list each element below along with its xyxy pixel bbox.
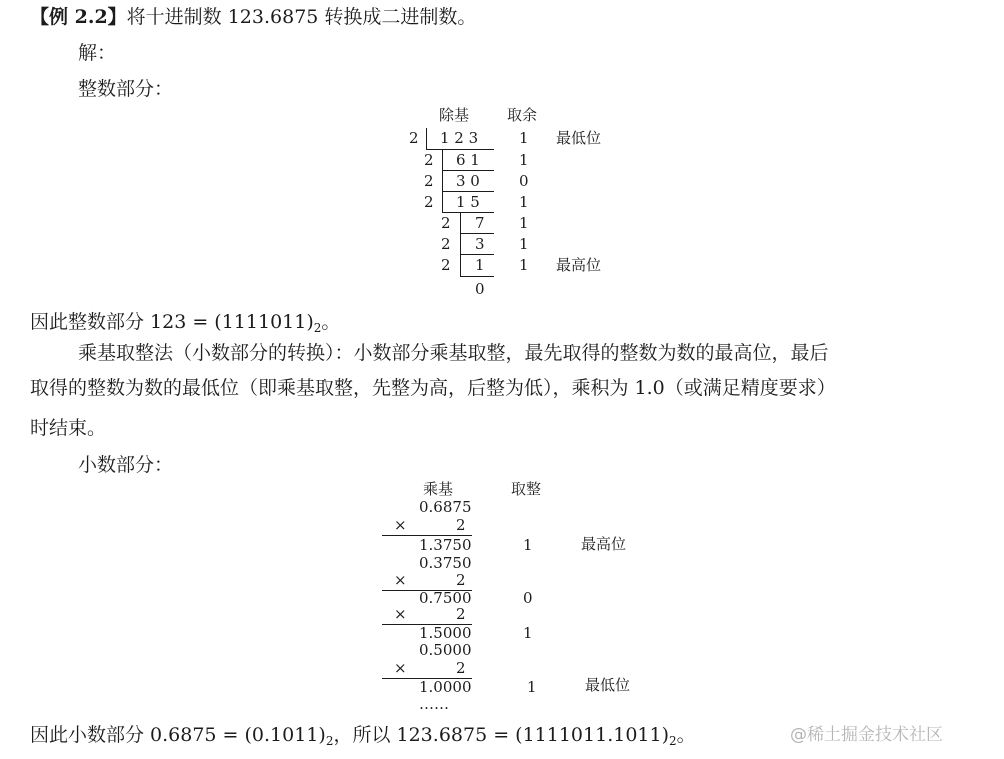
example-heading [30, 8, 476, 27]
integer-digit: 1 [523, 624, 533, 642]
bracket-line [460, 234, 461, 254]
dividend: 3 [475, 235, 485, 253]
dividend: 1 5 [456, 193, 480, 211]
remainder: 1 [519, 151, 529, 169]
full-conclusion-text: ，所以 123.6875 = (1111011.1011) [333, 724, 670, 746]
division-bar [460, 254, 494, 255]
integer-part-heading: 整数部分： [78, 78, 174, 100]
division-bar [442, 170, 494, 171]
integer-digit: 0 [523, 589, 533, 607]
times-sign: × [394, 659, 407, 677]
integer-conclusion-text: 因此整数部分 123 = (1111011) [30, 311, 314, 333]
dividend: 7 [475, 214, 485, 232]
ellipsis: …… [419, 695, 449, 713]
product: 1.3750 [419, 536, 472, 554]
divisor: 2 [424, 193, 434, 211]
times-sign: × [394, 516, 407, 534]
fraction-conclusion-text: 因此小数部分 0.6875 = (0.1011) [30, 724, 326, 746]
division-bar [460, 276, 494, 277]
example-title: 将十进制数 123.6875 转换成二进制数。 [126, 6, 477, 28]
lsb-note: 最低位 [556, 129, 602, 147]
integer-digit: 1 [523, 536, 533, 554]
period: 。 [321, 311, 341, 333]
multiplicand: 0.5000 [419, 641, 472, 659]
multiplier: 2 [456, 605, 466, 623]
base-subscript: 2 [669, 734, 677, 748]
product: 1.0000 [419, 678, 472, 696]
times-sign: × [394, 571, 407, 589]
integer-digit: 1 [527, 678, 537, 696]
remainder: 1 [519, 256, 529, 274]
dividend: 1 [475, 256, 485, 274]
integer-conclusion [30, 313, 340, 334]
remainder: 1 [519, 235, 529, 253]
divisor: 2 [424, 172, 434, 190]
multiply-base-header: 乘基 [423, 480, 454, 498]
dividend: 3 0 [456, 172, 480, 190]
base-subscript: 2 [325, 734, 334, 748]
multiplier: 2 [456, 571, 466, 589]
division-bar [460, 233, 494, 234]
times-sign: × [394, 605, 407, 623]
multiplicand: 0.3750 [419, 554, 472, 572]
multiplicand: 0.6875 [419, 498, 472, 516]
bracket-line [460, 255, 461, 277]
product: 0.7500 [419, 589, 472, 607]
bracket-line [426, 128, 427, 150]
solution-label: 解： [78, 42, 117, 64]
period: 。 [676, 724, 696, 746]
dividend: 6 1 [456, 151, 480, 169]
method-line-1: 乘基取整法（小数部分的转换）：小数部分乘基取整，最先取得的整数为数的最高位，最后 [78, 342, 829, 364]
remainder: 0 [519, 172, 529, 190]
method-line-2: 取得的整数为数的最低位（即乘基取整，先整为高，后整为低），乘积为 1.0（或满足精度要求） [30, 377, 836, 399]
take-integer-header: 取整 [511, 480, 542, 498]
example-label: 【例 2.2】 [30, 6, 127, 28]
product: 1.5000 [419, 624, 472, 642]
msb-note: 最高位 [581, 535, 627, 553]
base-subscript: 2 [313, 321, 322, 335]
remainder-header: 取余 [507, 106, 538, 124]
divisor: 2 [441, 214, 451, 232]
multiplier: 2 [456, 659, 466, 677]
bracket-line [460, 213, 461, 233]
bracket-line [442, 150, 443, 170]
remainder: 1 [519, 129, 529, 147]
divisor: 2 [424, 151, 434, 169]
remainder: 1 [519, 214, 529, 232]
division-bar [442, 212, 494, 213]
divisor: 2 [409, 129, 419, 147]
bracket-line [442, 192, 443, 212]
dividend: 1 2 3 [440, 129, 479, 147]
divisor: 2 [441, 256, 451, 274]
division-bar [426, 149, 494, 150]
bracket-line [442, 171, 443, 191]
msb-note: 最高位 [556, 256, 602, 274]
divisor: 2 [441, 235, 451, 253]
division-bar [442, 191, 494, 192]
method-line-3: 时结束。 [30, 417, 107, 439]
final-quotient: 0 [475, 280, 485, 298]
final-conclusion [30, 726, 696, 747]
multiplier: 2 [456, 516, 466, 534]
fraction-part-heading: 小数部分： [78, 454, 174, 476]
lsb-note: 最低位 [585, 676, 631, 694]
divide-base-header: 除基 [439, 106, 470, 124]
remainder: 1 [519, 193, 529, 211]
watermark: @稀土掘金技术社区 [790, 725, 943, 745]
